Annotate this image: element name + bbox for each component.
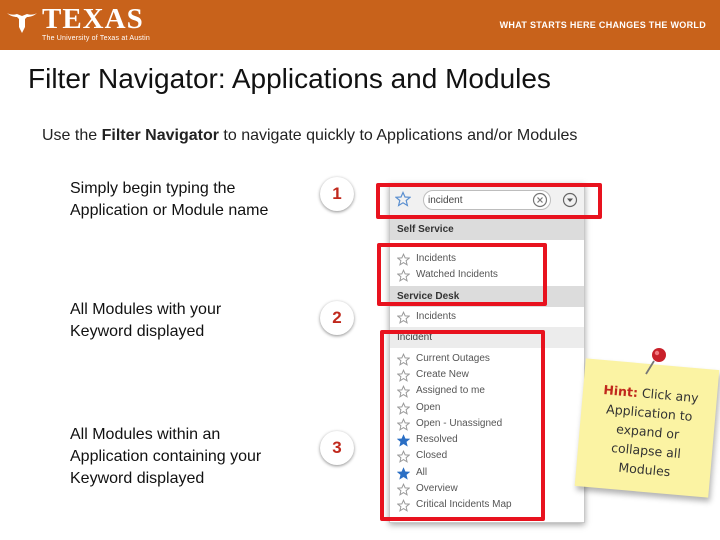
module-item[interactable]	[390, 309, 584, 325]
module-label: Overview	[416, 483, 458, 494]
slide-title: Filter Navigator: Applications and Modules	[28, 63, 551, 94]
module-label: Critical Incidents Map	[416, 499, 512, 510]
tagline: WHAT STARTS HERE CHANGES THE WORLD	[499, 20, 706, 30]
subtitle-bold: Filter Navigator	[101, 127, 219, 144]
module-label: All	[416, 467, 428, 478]
module-label: Open - Unassigned	[416, 418, 503, 429]
step-2-text: All Modules with your Keyword displayed	[70, 301, 222, 340]
header-banner	[0, 0, 720, 50]
highlight-application-modules	[380, 330, 545, 521]
module-label: Incidents	[416, 253, 457, 264]
step-2-badge: 2	[320, 301, 354, 335]
subtitle-prefix: Use the	[42, 127, 102, 144]
subtitle	[42, 127, 577, 145]
ut-logo	[6, 5, 150, 42]
step-3-badge: 3	[320, 431, 354, 465]
push-pin-icon	[642, 346, 672, 378]
hint-note-body	[575, 358, 720, 497]
module-label: Watched Incidents	[416, 269, 498, 280]
hint-text: Click any Application to expand or collapse all Modules	[605, 385, 700, 480]
module-label: Assigned to me	[416, 385, 485, 396]
longhorn-icon	[6, 7, 38, 35]
highlight-search-box	[376, 183, 602, 219]
section-service-desk[interactable]: Service Desk	[390, 286, 584, 307]
highlight-keyword-modules	[377, 243, 547, 306]
module-label: Resolved	[416, 434, 458, 445]
module-label: Create New	[416, 369, 469, 380]
section-self-service[interactable]: Self Service	[390, 219, 584, 240]
star-outline-icon[interactable]	[397, 311, 410, 324]
hint-sticky-note	[574, 350, 719, 500]
hint-label: Hint:	[602, 382, 639, 401]
section-incident[interactable]: Incident	[390, 327, 584, 348]
module-label: Incidents	[416, 311, 457, 322]
step-1-badge: 1	[320, 177, 354, 211]
logo-subtext: The University of Texas at Austin	[42, 35, 151, 42]
module-label: Open	[416, 402, 441, 413]
subtitle-suffix: to navigate quickly to Applications and/or Modules	[218, 127, 578, 144]
logo-wordmark: TEXAS	[42, 3, 144, 35]
step-3-text: All Modules within an Application containing your Keyword displayed	[70, 426, 262, 487]
module-label: Closed	[416, 450, 448, 461]
module-label: Current Outages	[416, 353, 490, 364]
step-1-text: Simply begin typing the Application or Module name	[70, 180, 269, 219]
